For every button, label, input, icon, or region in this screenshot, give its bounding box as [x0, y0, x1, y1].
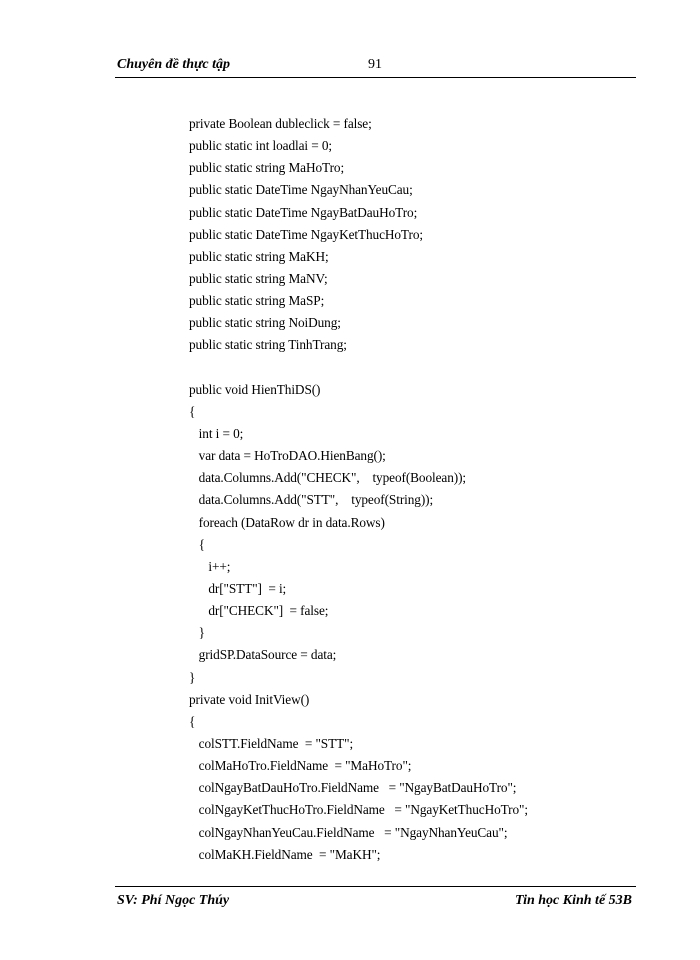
page-header — [115, 55, 636, 78]
code-line: foreach (DataRow dr in data.Rows) — [189, 514, 385, 530]
code-line: colNgayBatDauHoTro.FieldName = "NgayBatDauHoTro"; — [189, 780, 517, 796]
code-line: dr["STT"] = i; — [189, 580, 287, 596]
code-line: data.Columns.Add("CHECK", typeof(Boolean)); — [189, 470, 467, 486]
code-line: { — [189, 536, 205, 552]
code-line: public static DateTime NgayBatDauHoTro; — [189, 204, 418, 220]
code-line: public static int loadlai = 0; — [189, 138, 332, 154]
code-line: } — [189, 625, 205, 641]
code-line: public void HienThiDS() — [189, 381, 321, 397]
code-line: public static string MaNV; — [189, 270, 328, 286]
code-line: public static DateTime NgayNhanYeuCau; — [189, 182, 413, 198]
code-line — [189, 357, 639, 379]
code-line: var data = HoTroDAO.HienBang(); — [189, 448, 386, 464]
code-line: i++; — [189, 558, 231, 574]
code-listing — [189, 113, 639, 866]
code-line: public static string MaKH; — [189, 248, 329, 264]
page-number: 91 — [368, 57, 382, 72]
code-line: public static string NoiDung; — [189, 315, 341, 331]
code-line: private Boolean dubleclick = false; — [189, 116, 372, 131]
code-line: data.Columns.Add("STT", typeof(String)); — [189, 492, 434, 508]
header-title: Chuyên đề thực tập — [117, 57, 231, 72]
code-line: public static string MaHoTro; — [189, 160, 345, 176]
footer-student: SV: Phí Ngọc Thúy — [117, 893, 230, 908]
code-line: } — [189, 669, 196, 685]
code-line: int i = 0; — [189, 425, 244, 441]
code-line: { — [189, 713, 196, 729]
footer-class: Tin học Kinh tế 53B — [515, 893, 632, 908]
code-line: gridSP.DataSource = data; — [189, 647, 337, 663]
code-line: private void InitView() — [189, 691, 310, 707]
code-line: colSTT.FieldName = "STT"; — [189, 735, 354, 751]
code-line: colMaHoTro.FieldName = "MaHoTro"; — [189, 758, 412, 774]
code-line: public static DateTime NgayKetThucHoTro; — [189, 226, 423, 242]
code-line: colNgayNhanYeuCau.FieldName = "NgayNhanYeuCau"; — [189, 824, 508, 840]
page-footer — [115, 886, 636, 915]
code-line: colNgayKetThucHoTro.FieldName = "NgayKetThucHoTro"; — [189, 802, 528, 818]
code-line: colMaKH.FieldName = "MaKH"; — [189, 846, 381, 862]
code-line: public static string TinhTrang; — [189, 337, 347, 353]
code-line: { — [189, 403, 196, 419]
code-line: public static string MaSP; — [189, 293, 325, 309]
code-line: dr["CHECK"] = false; — [189, 603, 329, 619]
